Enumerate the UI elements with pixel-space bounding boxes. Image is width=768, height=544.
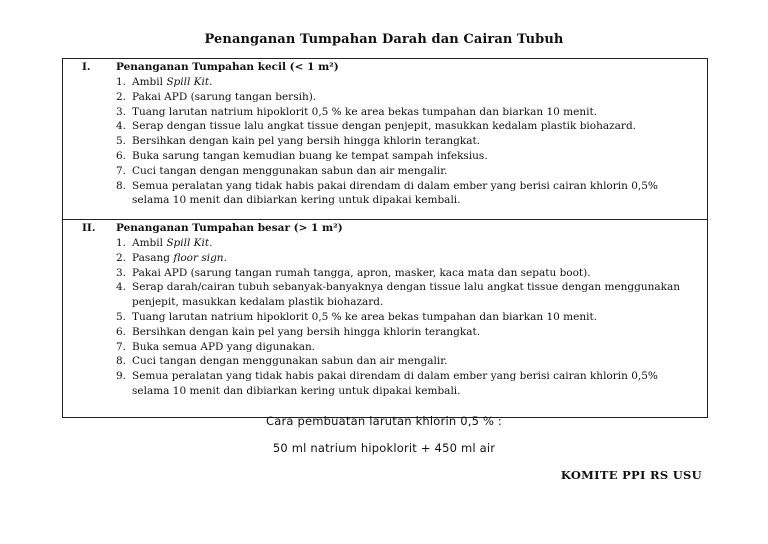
document-title: Penanganan Tumpahan Darah dan Cairan Tubuh	[204, 32, 564, 47]
step-text-main: Buka sarung tangan kemudian buang ke tempat sampah infeksius.	[132, 149, 488, 162]
step-item	[116, 251, 701, 266]
step-text	[132, 90, 316, 105]
step-number: 6.	[116, 325, 127, 338]
section-heading: Penanganan Tumpahan besar (> 1 m²)	[116, 222, 343, 234]
step-item	[116, 310, 701, 325]
step-number: 6.	[116, 149, 127, 162]
step-text	[132, 149, 488, 164]
step-item	[116, 354, 701, 369]
section-number: I.	[82, 61, 91, 73]
step-item	[116, 164, 701, 179]
step-number: 5.	[116, 310, 127, 323]
step-item	[116, 325, 701, 340]
step-text	[132, 354, 447, 369]
step-text-main: Cuci tangan dengan menggunakan sabun dan air mengalir.	[132, 355, 448, 368]
section-large-spill	[63, 219, 707, 417]
step-number: 9.	[116, 370, 127, 383]
step-text-main: Semua peralatan yang tidak habis pakai direndam di dalam ember yang berisi cairan khlorin 0,5%	[132, 179, 658, 192]
step-number: 5.	[116, 135, 127, 148]
step-number: 4.	[116, 120, 127, 133]
step-text	[132, 310, 597, 325]
step-text-suffix: .	[209, 76, 213, 88]
step-text-italic: Spill Kit	[166, 237, 210, 249]
step-text-main: Serap dengan tissue lalu angkat tissue dengan penjepit, masukkan kedalam plastik biohazard.	[132, 120, 637, 133]
step-item	[116, 90, 701, 105]
steps-list	[116, 75, 701, 208]
step-number: 1.	[116, 237, 127, 249]
step-number: 3.	[116, 105, 127, 118]
step-text-continuation: selama 10 menit dan dibiarkan kering untuk dipakai kembali.	[132, 194, 461, 207]
step-text-italic: Spill Kit	[166, 76, 210, 88]
step-text	[132, 325, 480, 340]
step-text	[132, 251, 227, 266]
step-text-main: Ambil	[132, 76, 167, 88]
step-number: 2.	[116, 90, 127, 103]
step-text-main: Ambil	[132, 237, 167, 249]
step-text-main: Buka semua APD yang digunakan.	[132, 340, 316, 353]
step-text-main: Tuang larutan natrium hipoklorit 0,5 % ke area bekas tumpahan dan biarkan 10 menit.	[132, 310, 598, 323]
step-text-main: Serap darah/cairan tubuh sebanyak-banyaknya dengan tissue lalu angkat tissue dengan menggunakan	[132, 281, 681, 294]
step-text	[132, 369, 658, 399]
step-text	[132, 164, 447, 179]
step-item	[116, 119, 701, 134]
steps-list	[116, 236, 701, 399]
step-text-main: Bersihkan dengan kain pel yang bersih hingga khlorin terangkat.	[132, 325, 481, 338]
step-text-main: Pasang	[132, 251, 174, 264]
step-number: 3.	[116, 266, 127, 279]
signature-committee: KOMITE PPI RS USU	[560, 468, 702, 482]
step-text	[132, 266, 591, 281]
step-text	[132, 236, 212, 251]
step-text-main: Tuang larutan natrium hipoklorit 0,5 % ke area bekas tumpahan dan biarkan 10 menit.	[132, 105, 598, 118]
step-text-continuation: selama 10 menit dan dibiarkan kering untuk dipakai kembali.	[132, 384, 461, 397]
solution-note-label: Cara pembuatan larutan khlorin 0,5 % :	[265, 414, 503, 428]
section-heading: Penanganan Tumpahan kecil (< 1 m²)	[116, 61, 339, 73]
step-text	[132, 134, 480, 149]
step-text-italic: floor sign	[173, 251, 224, 264]
step-number: 7.	[116, 340, 127, 353]
step-item	[116, 266, 701, 281]
step-item	[116, 179, 701, 209]
step-number: 2.	[116, 251, 127, 264]
step-number: 7.	[116, 164, 127, 177]
step-text-suffix: .	[209, 237, 213, 249]
step-text	[132, 340, 315, 355]
step-text-suffix: .	[223, 251, 227, 264]
step-number: 8.	[116, 179, 127, 192]
step-item	[116, 280, 701, 310]
step-text	[132, 75, 212, 90]
step-text-main: Pakai APD (sarung tangan bersih).	[132, 90, 317, 103]
step-item	[116, 340, 701, 355]
step-text-main: Semua peralatan yang tidak habis pakai direndam di dalam ember yang berisi cairan khlorin 0,5%	[132, 370, 658, 383]
procedure-table	[62, 58, 708, 418]
step-number: 8.	[116, 355, 127, 368]
section-small-spill	[63, 59, 707, 219]
step-text	[132, 105, 597, 120]
step-item	[116, 134, 701, 149]
step-text-main: Pakai APD (sarung tangan rumah tangga, apron, masker, kaca mata dan sepatu boot).	[132, 266, 591, 279]
solution-note-formula: 50 ml natrium hipoklorit + 450 ml air	[272, 441, 496, 455]
step-text-main: Bersihkan dengan kain pel yang bersih hingga khlorin terangkat.	[132, 135, 481, 148]
step-item	[116, 149, 701, 164]
step-item	[116, 236, 701, 251]
step-item	[116, 105, 701, 120]
step-number: 4.	[116, 281, 127, 294]
step-text-main: Cuci tangan dengan menggunakan sabun dan air mengalir.	[132, 164, 448, 177]
step-text	[132, 119, 636, 134]
section-number: II.	[82, 222, 96, 234]
step-item	[116, 369, 701, 399]
step-text	[132, 280, 680, 310]
step-item	[116, 75, 701, 90]
step-text-continuation: penjepit, masukkan kedalam plastik biohazard.	[132, 296, 384, 309]
step-number: 1.	[116, 76, 127, 88]
step-text	[132, 179, 658, 209]
